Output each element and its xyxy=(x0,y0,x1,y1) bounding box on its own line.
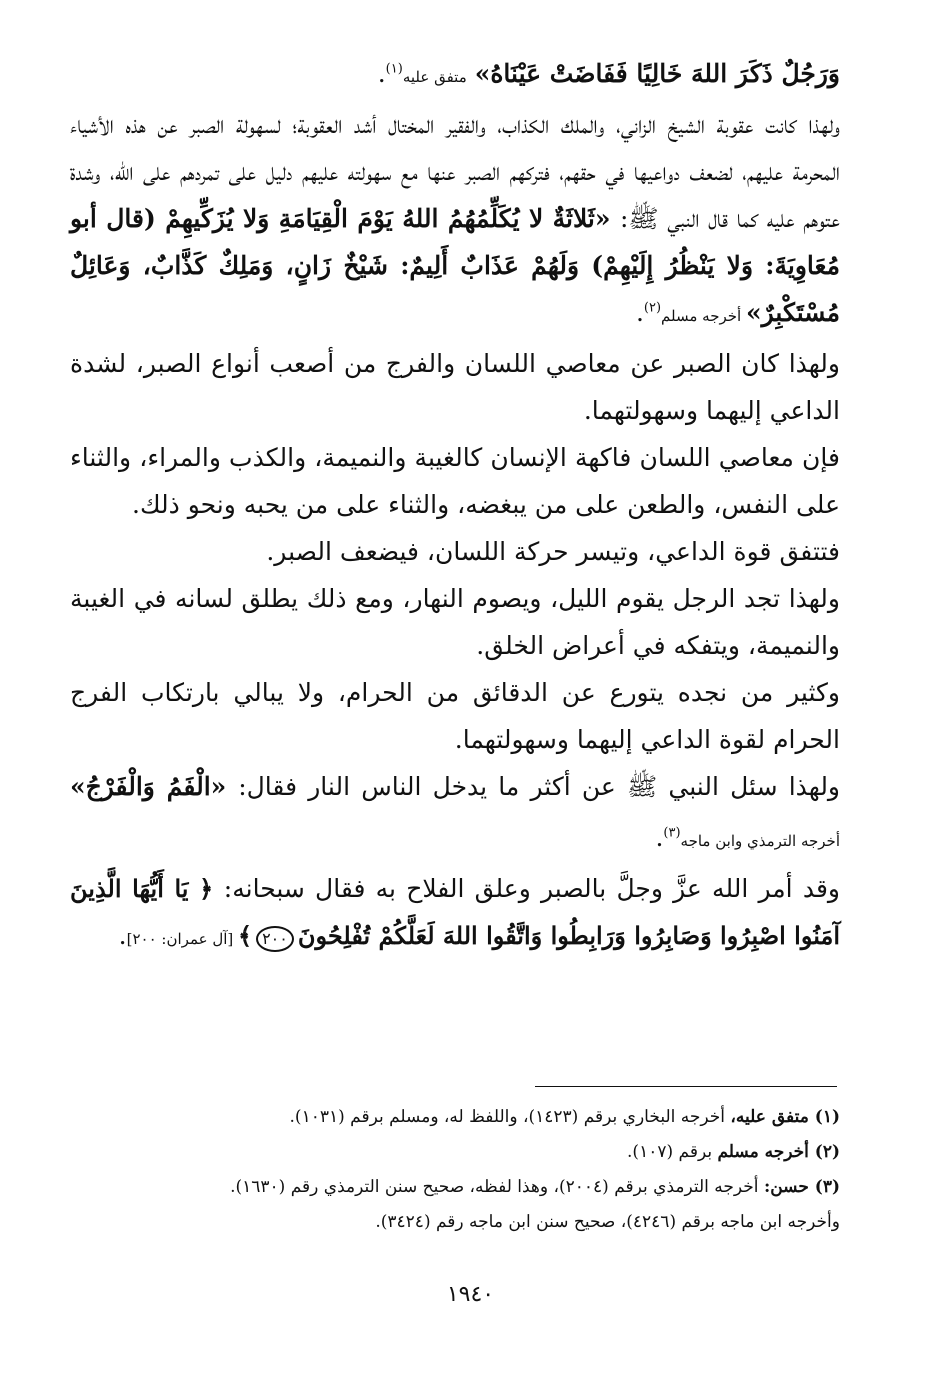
paragraph-text: ولهذا كانت عقوبة الشيخ الزاني، والملك الكذاب، والفقير المختال أشد العقوبة؛ لسهولة الصبر عن هذه الأشياء المحرمة عليهم، لضعف دواعيها في حقهم، فتركهم الصبر عنها مع سهولته عليهم دليل على تمردهم على الله، وشدة عتوهم عليه كما قال النبي ﷺ: xyxy=(70,110,840,233)
citation: أخرجه مسلم xyxy=(661,307,746,325)
paragraph-text: ولهذا سئل النبي ﷺ عن أكثر ما يدخل الناس النار فقال: xyxy=(238,772,841,801)
footnote-text: برقم (١٠٧). xyxy=(627,1142,718,1162)
footnote-ref: (٢) xyxy=(643,300,662,316)
hadith-quote: «ثَلاثَةٌ لا يُكَلِّمُهُمُ اللهُ يَوْمَ الْقِيَامَةِ وَلا يُزَكِّيهِمْ (قال أبو مُعَاوِيَةَ: وَلا يَنْظُرُ إِلَيْهِمْ) وَلَهُمْ عَذَابٌ أَلِيمٌ: شَيْخٌ زَانٍ، وَمَلِكٌ كَذَّابٌ، وَعَائِلٌ مُسْتَكْبِرٌ» xyxy=(70,204,840,327)
citation: متفق عليه xyxy=(402,68,467,86)
paragraph-text: فإن معاصي اللسان فاكهة الإنسان كالغيبة والنميمة، والكذب والمراء، والثناء على النفس، والطعن على من يبغضه، والثناء على من يحبه ونحو ذلك. xyxy=(70,443,840,519)
footnote-1 xyxy=(70,1100,840,1135)
footnote-label: (٣) حسن: xyxy=(763,1177,840,1197)
paragraph-tongue-patience xyxy=(70,340,840,434)
paragraph-quran-verse: وقد أمر الله عزَّ وجلَّ بالصبر وعلق الفلاح به فقال سبحانه: ﴿ يَا أَيُّهَا الَّذِينَ آمَنُوا اصْبِرُوا وَصَابِرُوا وَرَابِطُوا وَاتَّقُوا اللهَ لَعَلَّكُمْ تُفْلِحُونَ٢٠٠﴾ [آل عمران: ٢٠٠]. xyxy=(70,874,840,950)
paragraph-text: وقد أمر الله عزَّ وجلَّ بالصبر وعلق الفلاح به فقال سبحانه: xyxy=(223,874,840,903)
hadith-quote: «الْفَمُ وَالْفَرْجُ» xyxy=(70,772,239,801)
main-text xyxy=(70,50,840,963)
paragraph-hadith-end: وَرَجُلٌ ذَكَرَ اللهَ خَالِيًا فَفَاضَتْ عَيْنَاهُ» متفق عليه$^{(١)}$. xyxy=(377,59,840,88)
hadith-text: وَرَجُلٌ ذَكَرَ اللهَ خَالِيًا فَفَاضَتْ عَيْنَاهُ» xyxy=(474,59,840,88)
ayah-number-mark: ٢٠٠ xyxy=(256,926,294,952)
paragraph-weak-patience xyxy=(70,528,840,575)
paragraph-text: وكثير من نجده يتورع عن الدقائق من الحرام، ولا يبالي بارتكاب الفرج الحرام لقوة الداعي إليهما وسهولتهما. xyxy=(70,678,840,754)
footnote-ref: (١) xyxy=(385,61,403,77)
paragraph-text: ولهذا تجد الرجل يقوم الليل، ويصوم النهار، ومع ذلك يطلق لسانه في الغيبة والنميمة، ويتفكه في أعراض الخلق. xyxy=(70,584,840,660)
footnote-2 xyxy=(70,1135,840,1170)
quran-verse: ﴿ يَا أَيُّهَا الَّذِينَ آمَنُوا اصْبِرُوا وَصَابِرُوا وَرَابِطُوا وَاتَّقُوا اللهَ لَعَلَّكُمْ تُفْلِحُونَ xyxy=(70,874,840,950)
footnote-text: وأخرجه ابن ماجه برقم (٤٢٤٦)، صحيح سنن ابن ماجه رقم (٣٤٢٤). xyxy=(375,1212,840,1232)
footnote-divider xyxy=(535,1086,837,1087)
paragraph-text: ولهذا كان الصبر عن معاصي اللسان والفرج من أصعب أنواع الصبر، لشدة الداعي إليهما وسهولتهما. xyxy=(70,349,840,425)
footnote-ref: (٣) xyxy=(663,825,681,841)
paragraph-punishment: ولهذا كانت عقوبة الشيخ الزاني، والملك الكذاب، والفقير المختال أشد العقوبة؛ لسهولة الصبر عن هذه الأشياء المحرمة عليهم، لضعف دواعيها في حقهم، فتركهم الصبر عنها مع سهولته عليهم دليل على تمردهم على الله، وشدة عتوهم عليه كما قال النبي ﷺ: «ثَلاثَةٌ لا يُكَلِّمُهُمُ اللهُ يَوْمَ الْقِيَامَةِ وَلا يُزَكِّيهِمْ (قال أبو مُعَاوِيَةَ: وَلا يَنْظُرُ إِلَيْهِمْ) وَلَهُمْ عَذَابٌ أَلِيمٌ: شَيْخٌ زَانٍ، وَمَلِكٌ كَذَّابٌ، وَعَائِلٌ مُسْتَكْبِرٌ» أخرجه مسلم$^{(٢)}$. xyxy=(70,110,840,327)
footnote-text: أخرجه البخاري برقم (١٤٢٣)، واللفظ له، ومسلم برقم (١٠٣١). xyxy=(289,1107,731,1127)
paragraph-tongue-sins xyxy=(70,434,840,528)
paragraph-scrupulous xyxy=(70,669,840,763)
page-number: ١٩٤٠ xyxy=(446,1282,495,1307)
footnote-text: أخرجه الترمذي برقم (٢٠٠٤)، وهذا لفظه، صحيح سنن الترمذي رقم (١٦٣٠). xyxy=(230,1177,764,1197)
paragraph-night-prayer xyxy=(70,575,840,669)
paragraph-mouth-private: ولهذا سئل النبي ﷺ عن أكثر ما يدخل الناس النار فقال: «الْفَمُ وَالْفَرْجُ» أخرجه الترمذي وابن ماجه$^{(٣)}$. xyxy=(70,772,841,852)
footnote-3 xyxy=(70,1170,840,1205)
footnotes xyxy=(70,1100,840,1240)
citation: أخرجه الترمذي وابن ماجه xyxy=(680,832,840,850)
citation: [آل عمران: ٢٠٠] xyxy=(126,930,239,948)
footnote-3-continued xyxy=(70,1205,840,1240)
footnote-label: (٢) أخرجه مسلم xyxy=(717,1142,840,1162)
footnote-label: (١) متفق عليه، xyxy=(730,1107,840,1127)
paragraph-text: فتتفق قوة الداعي، وتيسر حركة اللسان، فيضعف الصبر. xyxy=(266,537,840,566)
